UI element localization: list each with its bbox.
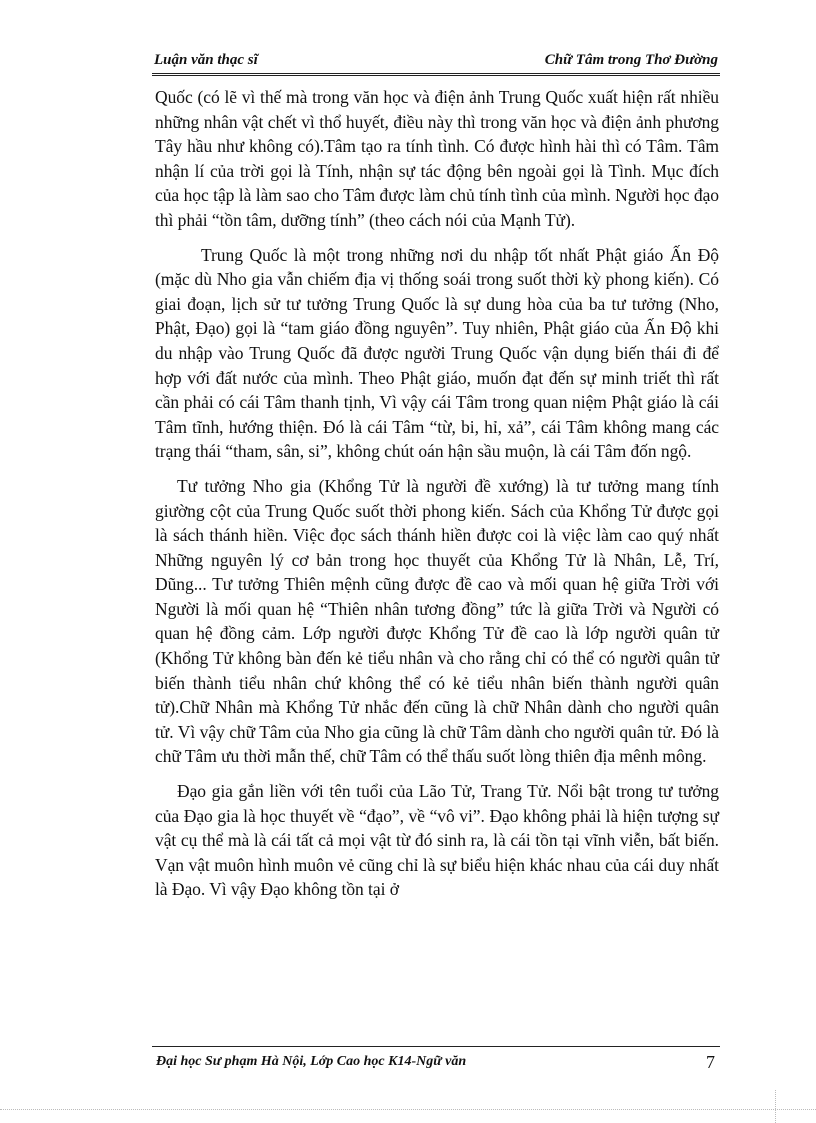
footer-divider — [152, 1046, 720, 1047]
body-text — [155, 85, 719, 912]
header-divider-secondary — [152, 75, 720, 76]
page-number: 7 — [706, 1052, 715, 1072]
paragraph-continuation: Quốc (có lẽ vì thế mà trong văn học và điện ảnh Trung Quốc xuất hiện rất nhiều những nhân vật chết vì thổ huyết, điều này thì trong văn học và điện ảnh phương Tây hầu như không có).Tâm tạo ra tính tình. Có được hình hài thì có Tâm. Tâm nhận lí của trời gọi là Tính, nhận sự tác động bên ngoài gọi là Tình. Mục đích của học tập là làm sao cho Tâm được làm chủ tính tình của mình. Người học đạo thì phải “tồn tâm, dưỡng tính” (theo cách nói của Mạnh Tử). — [155, 87, 719, 230]
page-boundary-vertical — [775, 1090, 776, 1123]
paragraph-taoism: Đạo gia gắn liền với tên tuổi của Lão Tử, Trang Tử. Nổi bật trong tư tưởng của Đạo gia là học thuyết về “đạo”, về “vô vi”. Đạo không phải là hiện tượng sự vật cụ thể mà là cái tất cả mọi vật từ đó sinh ra, là cái tồn tại vĩnh viễn, bất biến. Vạn vật muôn hình muôn vẻ cũng chỉ là sự biểu hiện khác nhau của cái duy nhất là Đạo. Vì vậy Đạo không tồn tại ở — [155, 781, 719, 900]
running-header — [152, 52, 718, 72]
page-boundary-horizontal — [0, 1109, 816, 1110]
paragraph-buddhism: Trung Quốc là một trong những nơi du nhập tốt nhất Phật giáo Ấn Độ (mặc dù Nho gia vẫn chiếm địa vị thống soái trong suốt thời kỳ phong kiến). Có giai đoạn, lịch sử tư tưởng Trung Quốc là sự dung hòa của ba tư tưởng (Nho, Phật, Đạo) gọi là “tam giáo đồng nguyên”. Tuy nhiên, Phật giáo của Ấn Độ khi du nhập vào Trung Quốc đã được người Trung Quốc vận dụng biến thái đi để hợp với đất nước của mình. Theo Phật giáo, muốn đạt đến sự minh triết thì rất cần phải có cái Tâm thanh tịnh, Vì vậy cái Tâm trong quan niệm Phật giáo là cái Tâm tĩnh, hướng thiện. Đó là cái Tâm “từ, bi, hỉ, xả”, cái Tâm không mang các trạng thái “tham, sân, si”, không chút oán hận sầu muộn, là cái Tâm đốn ngộ. — [155, 244, 719, 462]
footer-institution: Đại học Sư phạm Hà Nội, Lớp Cao học K14-Ngữ văn — [156, 1054, 467, 1069]
header-divider — [152, 73, 720, 74]
header-chapter-title: Chữ Tâm trong Thơ Đường — [544, 52, 718, 68]
header-thesis-label: Luận văn thạc sĩ — [154, 52, 258, 68]
paragraph-confucianism: Tư tưởng Nho gia (Khổng Tử là người đề xướng) là tư tưởng mang tính giường cột của Trung Quốc suốt thời phong kiến. Sách của Khổng Tử được gọi là sách thánh hiền. Việc đọc sách thánh hiền được coi là việc làm cao quý nhất Những nguyên lý cơ bản trong học thuyết của Khổng Tử là Nhân, Lễ, Trí, Dũng... Tư tưởng Thiên mệnh cũng được đề cao và mối quan hệ giữa Trời với Người là mối quan hệ “Thiên nhân tương đồng” tức là giữa Trời và Người có quan hệ đồng cảm. Lớp người được Khổng Tử đề cao là lớp người quân tử (Khổng Tử không bàn đến kẻ tiểu nhân và cho rằng chỉ có thể có người quân tử biến thành tiểu nhân chứ không thể có kẻ tiểu nhân biến thành người quân tử).Chữ Nhân mà Khổng Tử nhắc đến cũng là chữ Nhân dành cho người quân tử. Vì vậy chữ Tâm của Nho gia cũng là chữ Tâm dành cho người quân tử. Đó là chữ Tâm ưu thời mẫn thế, chữ Tâm có thể thấu suốt lòng thiên địa mênh mông. — [155, 475, 719, 767]
